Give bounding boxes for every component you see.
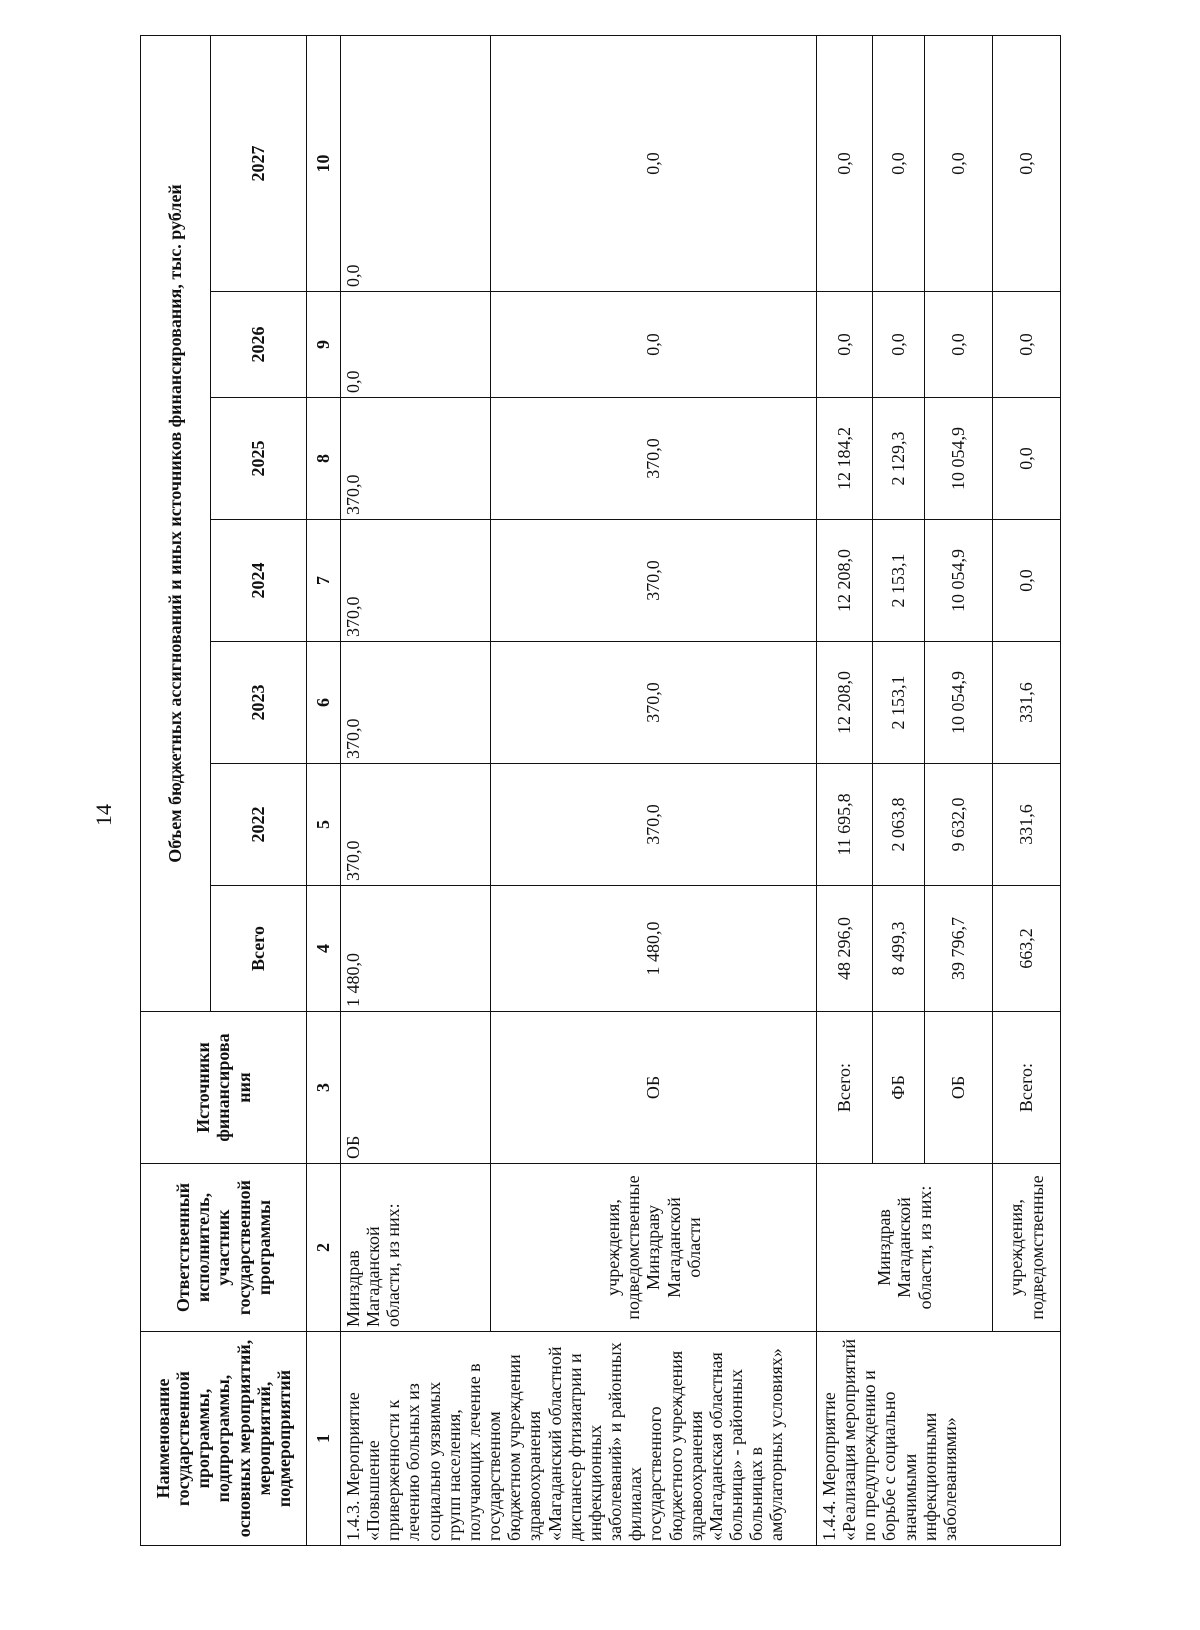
value-cell: 11 695,8 bbox=[817, 764, 873, 886]
value-cell: 370,0 bbox=[491, 520, 817, 642]
index-cell: 5 bbox=[307, 764, 341, 886]
index-cell: 8 bbox=[307, 398, 341, 520]
value-cell: 370,0 bbox=[341, 642, 491, 764]
value-cell: 0,0 bbox=[491, 292, 817, 398]
value-cell: 370,0 bbox=[341, 520, 491, 642]
row-source: Всего: bbox=[993, 1012, 1061, 1164]
row-executor: учреждения, подведомственные bbox=[993, 1164, 1061, 1332]
value-cell: 10 054,9 bbox=[925, 398, 993, 520]
value-cell: 0,0 bbox=[993, 292, 1061, 398]
header-year: 2023 bbox=[211, 642, 307, 764]
index-cell: 6 bbox=[307, 642, 341, 764]
value-cell: 10 054,9 bbox=[925, 520, 993, 642]
value-cell: 39 796,7 bbox=[925, 886, 993, 1012]
header-group: Объем бюджетных ассигнований и иных источников финансирования, тыс. рублей bbox=[141, 35, 211, 1011]
value-cell: 0,0 bbox=[817, 292, 873, 398]
value-cell: 2 063,8 bbox=[873, 764, 925, 886]
row-source: ФБ bbox=[873, 1012, 925, 1164]
value-cell: 2 153,1 bbox=[873, 520, 925, 642]
value-cell: 0,0 bbox=[341, 35, 491, 291]
value-cell: 0,0 bbox=[491, 35, 817, 291]
header-year: 2025 bbox=[211, 398, 307, 520]
value-cell: 2 129,3 bbox=[873, 398, 925, 520]
value-cell: 0,0 bbox=[993, 398, 1061, 520]
header-year: 2022 bbox=[211, 764, 307, 886]
header-year: 2026 bbox=[211, 292, 307, 398]
value-cell: 663,2 bbox=[993, 886, 1061, 1012]
value-cell: 1 480,0 bbox=[491, 886, 817, 1012]
header-year: Всего bbox=[211, 886, 307, 1012]
value-cell: 331,6 bbox=[993, 764, 1061, 886]
index-cell: 7 bbox=[307, 520, 341, 642]
row-name: 1.4.4. Мероприятие «Реализация мероприятий по предупреждению и борьбе с социально значимыми инфекционными заболеваниями» bbox=[817, 1332, 1061, 1546]
value-cell: 0,0 bbox=[341, 292, 491, 398]
header-name: Наименование государственной программы, подпрограммы, основных мероприятий, мероприятий, подмероприятий bbox=[141, 1332, 307, 1546]
value-cell: 0,0 bbox=[817, 35, 873, 291]
value-cell: 10 054,9 bbox=[925, 642, 993, 764]
value-cell: 370,0 bbox=[491, 398, 817, 520]
value-cell: 0,0 bbox=[993, 520, 1061, 642]
value-cell: 0,0 bbox=[873, 292, 925, 398]
index-cell: 1 bbox=[307, 1332, 341, 1546]
row-executor: учреждения, подведомственные Минздраву Магаданской области bbox=[491, 1164, 817, 1332]
value-cell: 48 296,0 bbox=[817, 886, 873, 1012]
value-cell: 2 153,1 bbox=[873, 642, 925, 764]
value-cell: 0,0 bbox=[925, 292, 993, 398]
index-cell: 4 bbox=[307, 886, 341, 1012]
value-cell: 12 184,2 bbox=[817, 398, 873, 520]
row-executor: Минздрав Магаданской области, из них: bbox=[341, 1164, 491, 1332]
value-cell: 370,0 bbox=[491, 764, 817, 886]
header-sources: Источники финансирова ния bbox=[141, 1012, 307, 1164]
value-cell: 370,0 bbox=[491, 642, 817, 764]
row-name: 1.4.3. Мероприятие «Повышение приверженности к лечению больных из социально уязвимых групп населения, получающих лечение в государственном бюджетном учреждении здравоохранения «Магаданский областной диспансер фтизиатрии и инфекционных заболеваний» и районных филиалах государственного бюджетного учреждения здравоохранения «Магаданская областная больница» - районных больницах в амбулаторных условиях» bbox=[341, 1332, 817, 1546]
row-executor: Минздрав Магаданской области, из них: bbox=[817, 1164, 993, 1332]
row-source: ОБ bbox=[341, 1012, 491, 1164]
index-cell: 3 bbox=[307, 1012, 341, 1164]
financing-table bbox=[140, 35, 1061, 1546]
value-cell: 331,6 bbox=[993, 642, 1061, 764]
value-cell: 370,0 bbox=[341, 764, 491, 886]
row-source: ОБ bbox=[925, 1012, 993, 1164]
value-cell: 0,0 bbox=[925, 35, 993, 291]
header-executor: Ответственный исполнитель, участник государственной программы bbox=[141, 1164, 307, 1332]
value-cell: 0,0 bbox=[993, 35, 1061, 291]
value-cell: 8 499,3 bbox=[873, 886, 925, 1012]
value-cell: 9 632,0 bbox=[925, 764, 993, 886]
value-cell: 1 480,0 bbox=[341, 886, 491, 1012]
row-source: ОБ bbox=[491, 1012, 817, 1164]
index-cell: 10 bbox=[307, 35, 341, 291]
header-year: 2027 bbox=[211, 35, 307, 291]
value-cell: 0,0 bbox=[873, 35, 925, 291]
rotated-table-wrapper bbox=[140, 36, 1060, 1546]
page-number: 14 bbox=[91, 804, 116, 826]
value-cell: 370,0 bbox=[341, 398, 491, 520]
row-source: Всего: bbox=[817, 1012, 873, 1164]
value-cell: 12 208,0 bbox=[817, 520, 873, 642]
index-cell: 2 bbox=[307, 1164, 341, 1332]
value-cell: 12 208,0 bbox=[817, 642, 873, 764]
header-year: 2024 bbox=[211, 520, 307, 642]
index-cell: 9 bbox=[307, 292, 341, 398]
